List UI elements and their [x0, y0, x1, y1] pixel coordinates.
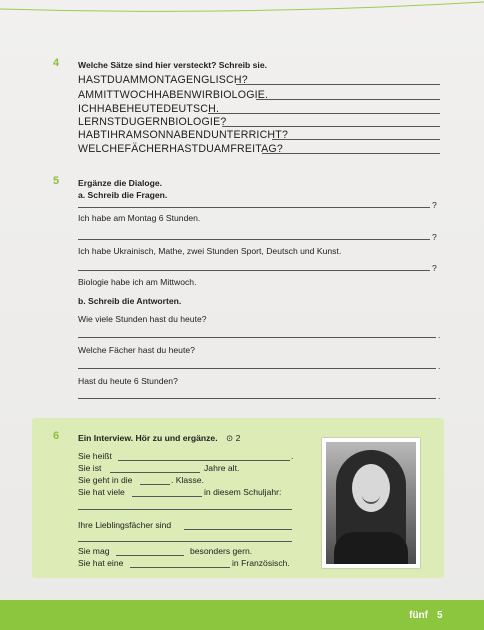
exercise-6-number: 6: [53, 430, 60, 442]
ex5b-question-1: Wie viele Stunden hast du heute?: [78, 314, 207, 324]
ex6-row-4-label: Sie hat viele: [78, 487, 125, 497]
question-mark: ?: [432, 232, 437, 242]
ex6-blank-4[interactable]: [132, 496, 202, 497]
ex6-blank-5[interactable]: [78, 509, 292, 510]
ex4-answer-line-5[interactable]: [272, 139, 440, 140]
audio-track-icon: ⊙ 2: [226, 433, 241, 443]
ex6-row-3-label: Sie geht in die: [78, 475, 133, 485]
ex5a-question-line-2[interactable]: [78, 239, 430, 240]
ex5b-question-3: Hast du heute 6 Stunden?: [78, 376, 178, 386]
ex6-row-1-end: .: [291, 451, 294, 461]
question-mark: ?: [432, 200, 437, 210]
ex5a-question-line-1[interactable]: [78, 207, 430, 208]
ex5b-answer-line-1[interactable]: [78, 337, 436, 338]
ex5a-question-line-3[interactable]: [78, 270, 430, 271]
ex6-blank-1[interactable]: [118, 460, 290, 461]
ex6-row-7-end: in Französisch.: [232, 558, 290, 568]
ex6-blank-8[interactable]: [116, 555, 184, 556]
ex6-row-6-end: besonders gern.: [190, 546, 253, 556]
page-number: 5: [437, 610, 443, 621]
ex5a-answer-3: Biologie habe ich am Mittwoch.: [78, 277, 197, 287]
ex6-blank-7[interactable]: [78, 541, 292, 542]
ex4-answer-line-4[interactable]: [222, 126, 440, 127]
photo-shirt: [334, 532, 408, 564]
ex6-row-2-end: Jahre alt.: [204, 463, 240, 473]
photo-face: [352, 464, 390, 512]
exercise-4-instruction: Welche Sätze sind hier versteckt? Schreib sie.: [78, 60, 267, 70]
ex6-row-5-label: Ihre Lieblingsfächer sind: [78, 520, 172, 530]
ex5b-answer-line-3[interactable]: [78, 398, 436, 399]
ex6-row-1-label: Sie heißt: [78, 451, 112, 461]
ex6-blank-3[interactable]: [140, 484, 170, 485]
period: .: [438, 330, 441, 340]
ex4-answer-line-1[interactable]: [236, 84, 440, 85]
ex4-answer-line-2[interactable]: [256, 99, 440, 100]
ex6-row-7-label: Sie hat eine: [78, 558, 124, 568]
ex6-blank-2[interactable]: [110, 472, 200, 473]
ex4-line-6: WELCHEFÄCHERHASTDUAMFREITAG?: [78, 143, 283, 155]
ex4-answer-line-3[interactable]: [208, 113, 440, 114]
ex5a-answer-2: Ich habe Ukrainisch, Mathe, zwei Stunden Sport, Deutsch und Kunst.: [78, 246, 342, 256]
exercise-4-number: 4: [53, 57, 60, 69]
ex4-line-2: AMMITTWOCHHABENWIRBIOLOGIE.: [78, 89, 269, 101]
ex4-line-5: HABTIHRAMSONNABENDUNTERRICHT?: [78, 129, 289, 141]
ex6-blank-6[interactable]: [184, 529, 292, 530]
ex5b-question-2: Welche Fächer hast du heute?: [78, 345, 195, 355]
ex5b-answer-line-2[interactable]: [78, 368, 436, 369]
ex6-row-3-end: . Klasse.: [171, 475, 204, 485]
exercise-5-number: 5: [53, 175, 60, 187]
ex5a-answer-1: Ich habe am Montag 6 Stunden.: [78, 213, 201, 223]
exercise-6-instruction: Ein Interview. Hör zu und ergänze.: [78, 433, 218, 443]
ex4-line-3: ICHHABEHEUTEDEUTSCH.: [78, 103, 220, 115]
exercise-5-part-b: b. Schreib die Antworten.: [78, 296, 182, 306]
exercise-5-instruction: Ergänze die Dialoge.: [78, 178, 163, 188]
page-word: fünf: [409, 610, 428, 621]
period: .: [438, 391, 441, 401]
girl-photo: [322, 438, 420, 568]
ex4-line-1: HASTDUAMMONTAGENGLISCH?: [78, 74, 248, 86]
photo-image: [326, 442, 416, 564]
ex4-line-4: LERNSTDUGERNBIOLOGIE?: [78, 116, 227, 128]
ex6-row-6-label: Sie mag: [78, 546, 110, 556]
ex6-blank-9[interactable]: [130, 567, 230, 568]
ex4-answer-line-6[interactable]: [262, 153, 440, 154]
top-decoration: [0, 0, 484, 14]
ex6-row-2-label: Sie ist: [78, 463, 102, 473]
period: .: [438, 361, 441, 371]
ex6-row-4-end: in diesem Schuljahr:: [204, 487, 282, 497]
exercise-5-part-a: a. Schreib die Fragen.: [78, 190, 168, 200]
question-mark: ?: [432, 263, 437, 273]
